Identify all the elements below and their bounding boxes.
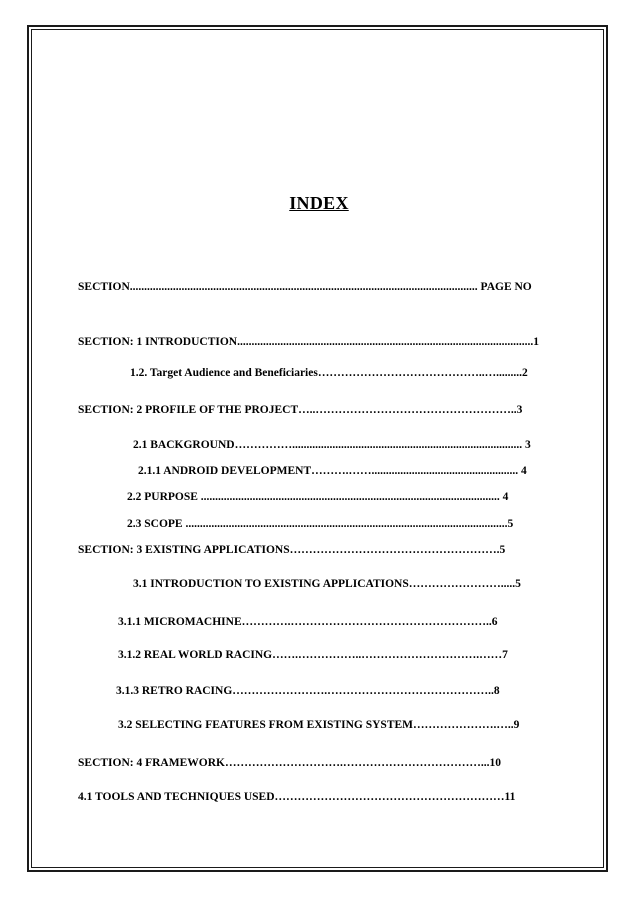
toc-entry-3-1-2: 3.1.2 REAL WORLD RACING…….……………..………………………….……7 (118, 649, 508, 661)
toc-entry-3-2: 3.2 SELECTING FEATURES FROM EXISTING SYSTEM………………….…..9 (118, 719, 520, 731)
toc-entry-section-1: SECTION: 1 INTRODUCTION.......................................................................................................1 (78, 336, 539, 348)
toc-entry-1-2: 1.2. Target Audience and Beneficiaries……………………………………..….........2 (130, 367, 528, 379)
toc-entry-section-3: SECTION: 3 EXISTING APPLICATIONS……………………………………………….5 (78, 544, 506, 556)
toc-entry-2-1-1: 2.1.1 ANDROID DEVELOPMENT……….……................................................... 4 (138, 465, 527, 477)
toc-entry-section-4: SECTION: 4 FRAMEWORK………………………….………………………………...10 (78, 757, 501, 769)
toc-header: SECTION......................................................................................................................... PAGE NO (78, 281, 532, 293)
toc-entry-3-1-3: 3.1.3 RETRO RACING…………………….……………………………………..8 (116, 685, 500, 697)
index-title: INDEX (289, 193, 349, 213)
toc-entry-2-3: 2.3 SCOPE ................................................................................................................5 (127, 518, 514, 530)
toc-entry-2-2: 2.2 PURPOSE ........................................................................................................ 4 (127, 491, 509, 503)
toc-entry-3-1: 3.1 INTRODUCTION TO EXISTING APPLICATIONS…………………….....5 (133, 578, 521, 590)
toc-entry-3-1-1: 3.1.1 MICROMACHINE………….……………………………………………..6 (118, 616, 498, 628)
toc-entry-2-1: 2.1 BACKGROUND……………................................................................................ 3 (133, 439, 531, 451)
toc-entry-4-1: 4.1 TOOLS AND TECHNIQUES USED……………………………………………………11 (78, 791, 516, 803)
toc-entry-section-2: SECTION: 2 PROFILE OF THE PROJECT…..……………………………………………..3 (78, 404, 523, 416)
